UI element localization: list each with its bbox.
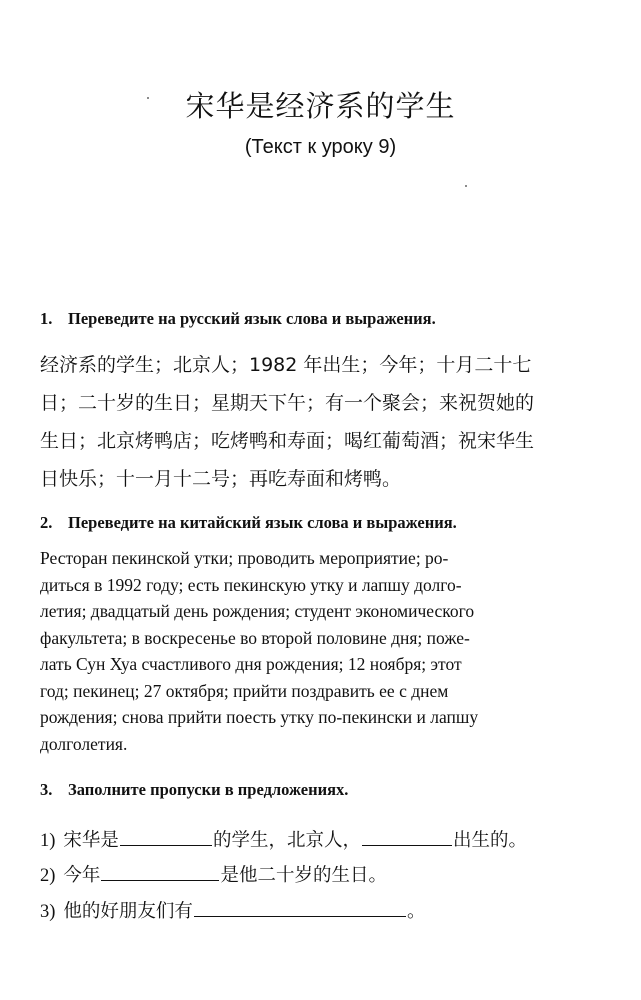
exercise-number: 3) [40, 902, 56, 922]
scan-speck [465, 185, 467, 187]
exercise-text: 是他二十岁的生日。 [220, 865, 387, 886]
section-2-number: 2. [40, 513, 53, 532]
section-2-heading [40, 513, 601, 533]
exercise-text: 。 [406, 901, 426, 922]
section-2-line: летия; двадцатый день рождения; студент экономического [40, 601, 475, 621]
exercise-text: 他的好朋友们有 [63, 901, 193, 922]
section-2-line: диться в 1992 году; есть пекинскую утку и лапшу долго- [40, 574, 462, 595]
exercise-number: 2) [40, 866, 56, 886]
exercise-text: 出生的。 [452, 830, 527, 851]
exercise-text: 的学生，北京人， [212, 830, 361, 851]
section-2-line: долголетия. [40, 733, 128, 754]
section-1-line: 经济系的学生；北京人；1982 年出生；今年；十月二十七 [40, 354, 532, 376]
section-3-number: 3. [40, 780, 53, 799]
exercise-text: 宋华是 [63, 830, 119, 851]
section-2-heading-text: Переведите на китайский язык слова и выражения. [68, 513, 457, 532]
section-2-line: рождения; снова прийти поесть утку по-пекински и лапшу [40, 707, 479, 727]
page-title: 宋华是经济系的学生 [185, 89, 456, 123]
exercise-item-3 [40, 897, 610, 923]
section-1-line: 日快乐；十一月十二号；再吃寿面和烤鸭。 [40, 468, 402, 490]
section-1-number: 1. [40, 309, 53, 328]
section-2-line: факультета; в воскресенье во второй половине дня; поже- [40, 627, 470, 648]
section-2-text [40, 545, 610, 757]
fill-blank [194, 898, 406, 917]
fill-blank [362, 827, 452, 846]
exercise-number: 1) [40, 831, 56, 851]
section-3-heading [40, 780, 601, 800]
section-2-line: Ресторан пекинской утки; проводить мероприятие; ро- [40, 548, 449, 568]
section-1-text [40, 346, 610, 498]
section-1-heading-text: Переведите на русский язык слова и выражения. [68, 309, 436, 328]
scan-speck [147, 97, 149, 99]
section-1-line: 日；二十岁的生日；星期天下午；有一个聚会；来祝贺她的 [40, 392, 535, 414]
fill-blank [101, 862, 219, 881]
page-subtitle: (Текст к уроку 9) [244, 136, 397, 158]
section-1-line: 生日；北京烤鸭店；吃烤鸭和寿面；喝红葡萄酒；祝宋华生 [40, 430, 535, 452]
exercise-text: 今年 [63, 865, 101, 886]
section-3-heading-text: Заполните пропуски в предложениях. [68, 780, 349, 799]
section-1-heading [40, 309, 601, 329]
exercise-item-2 [40, 861, 610, 887]
fill-blank [120, 827, 212, 846]
section-2-line: лать Сун Хуа счастливого дня рождения; 12 ноября; этот [40, 654, 462, 674]
exercise-item-1 [40, 826, 610, 852]
section-2-line: год; пекинец; 27 октября; прийти поздравить ее с днем [40, 680, 449, 701]
